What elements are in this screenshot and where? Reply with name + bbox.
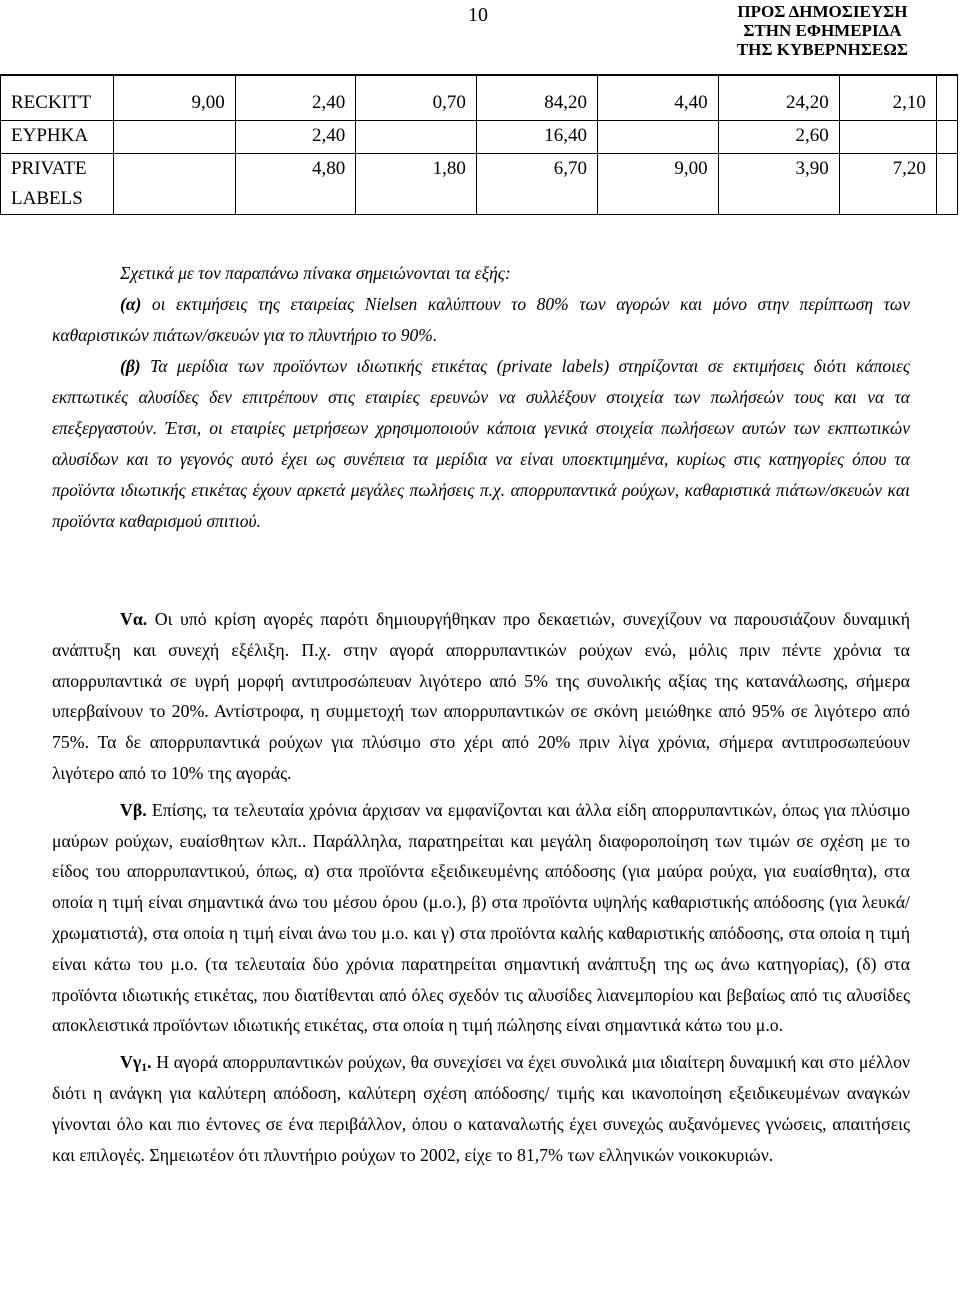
row-label: RECKITT [1,75,114,121]
paragraph-vb [52,795,910,1041]
table-cell: 84,20 [476,75,597,121]
table-cell: 4,80 [235,154,356,215]
note-a-text: οι εκτιμήσεις της εταιρείας Nielsen καλύπτουν το 80% των αγορών και μόνο στην περίπτωση των καθαριστικών πιάτων/σκευών για το πλυντήριο το 90%. [52,294,910,345]
paragraph-va [52,604,910,789]
table-row [1,154,958,215]
note-a [52,289,910,351]
body-text [52,604,910,1170]
row-label: PRIVATE LABELS [1,154,114,215]
note-b-text: Τα μερίδια των προϊόντων ιδιωτικής ετικέτας (private labels) στηρίζονται σε εκτιμήσεις διότι κάποιες εκπτωτικές αλυσίδες δεν επιτρέπουν στις εταιρίες ερευνών να συλλέξουν στοιχεία των πωλήσεών τους και να τα επεξεργαστούν. Έτσι, οι εταιρίες μετρήσεων χρησιμοποιούν κάποια γενικά στοιχεία πωλήσεων αυτών των εκπτωτικών αλυσίδων και το γεγονός αυτό έχει ως συνέπεια τα μερίδια να είναι υποεκτιμημένα, κυρίως στις κατηγορίες όπου τα προϊόντα ιδιωτικής ετικέτας έχουν αρκετά μεγάλες πωλήσεις π.χ. απορρυπαντικά ρούχων, καθαριστικά πιάτων/σκευών και προϊόντα καθαρισμού σπιτιού. [52,356,910,531]
paragraph-vg-marker [120,1052,152,1075]
table-cell: 0,70 [356,75,477,121]
table-cell: 4,40 [598,75,719,121]
table-cell: 2,60 [718,121,839,154]
table-cell [356,121,477,154]
table-cell [936,121,957,154]
paragraph-vg-text: Η αγορά απορρυπαντικών ρούχων, θα συνεχίσει να έχει συνολικά μια ιδιαίτερη δυναμική και στο μέλλον διότι η ανάγκη για καλύτερη απόδοση, καλύτερη σχέση απόδοσης/ τιμής και ικανοποίηση εξειδικευμένων αναγκών γίνονται όλο και πιο έντονες σε ένα περιβάλλον, όπου ο καταναλωτής έχει συνεχώς αυξανόμενες γνώσεις, απαιτήσεις και επιλογές. Σημειωτέον ότι πλυντήριο ρούχων το 2002, είχε το 81,7% των ελληνικών νοικοκυριών. [52,1052,910,1165]
table-cell: 1,80 [356,154,477,215]
table-cell: 24,20 [718,75,839,121]
table-row [1,121,958,154]
table-cell [114,121,236,154]
table-cell: 2,10 [839,75,936,121]
table-cell: 9,00 [598,154,719,215]
publication-header-line: ΣΤΗΝ ΕΦΗΜΕΡΙΔΑ [743,21,902,40]
table-cell: 6,70 [476,154,597,215]
market-share-table [0,74,958,215]
paragraph-vb-text: Επίσης, τα τελευταία χρόνια άρχισαν να εμφανίζονται και άλλα είδη απορρυπαντικών, όπως για πλύσιμο μαύρων ρούχων, ευαίσθητων κλπ.. Παράλληλα, παρατηρείται και μεγάλη διαφοροποίηση των τιμών σε σχέση με το είδος του απορρυπαντικού, όπως, α) στα προϊόντα εξειδικευμένης απόδοσης (για μαύρα ρούχα, για ευαίσθητα), στα οποία η τιμή είναι σημαντικά άνω του μέσου όρου (μ.ο.), β) στα προϊόντα υψηλής καθαριστικής απόδοσης (για λευκά/χρωματιστά), στα οποία η τιμή είναι άνω του μ.ο. και γ) στα προϊόντα καλής καθαριστικής απόδοσης, στα οποία η τιμή είναι κάτω του μ.ο. (τα τελευταία δύο χρόνια παρατηρείται σημαντική ανάπτυξη της ως άνω κατηγορίας), (δ) στα προϊόντα ιδιωτικής ετικέτας, που διατίθενται από όλες σχεδόν τις αλυσίδες λιανεμπορίου και βεβαίως από τις αλυσίδες αποκλειστικά προϊόντων ιδιωτικής ετικέτας, στα οποία η τιμή πώλησης είναι σημαντικά κάτω του μ.ο. [52,799,910,1036]
paragraph-vg-marker-sub: 1 [141,1060,148,1075]
publication-header-line: ΠΡΟΣ ΔΗΜΟΣΙΕΥΣΗ [737,2,908,21]
page-number: 10 [468,4,488,26]
publication-header [737,2,908,59]
notes-intro: Σχετικά με τον παραπάνω πίνακα σημειώνονται τα εξής: [120,263,511,283]
note-a-marker: (α) [120,294,142,314]
paragraph-va-text: Οι υπό κρίση αγορές παρότι δημιουργήθηκαν προ δεκαετιών, συνεχίζουν να παρουσιάζουν δυναμική ανάπτυξη και συνεχή εξέλιξη. Π.χ. στην αγορά απορρυπαντικών ρούχων ενώ, μόλις πριν πέντε χρόνια τα απορρυπαντικά σε υγρή μορφή αντιπροσώπευαν λιγότερο από 5% της συνολικής αξίας της κατανάλωσης, σήμερα υπερβαίνουν το 20%. Αντίστροφα, η συμμετοχή των απορρυπαντικών σε σκόνη μειώθηκε από 95% σε λιγότερο από 75%. Τα δε απορρυπαντικά ρούχων για πλύσιμο στο χέρι από 20% πριν λίγα χρόνια, σήμερα αντιπροσωπεύουν λιγότερο από το 10% της αγοράς. [52,609,910,783]
table-cell [598,121,719,154]
table-cell: 9,00 [114,75,236,121]
paragraph-va-marker: Vα. [120,609,148,629]
note-b [52,351,910,537]
table-cell [839,121,936,154]
table-cell: 2,40 [235,75,356,121]
paragraph-vg [52,1047,910,1170]
table-cell: 7,20 [839,154,936,215]
publication-header-line: ΤΗΣ ΚΥΒΕΡΝΗΣΕΩΣ [736,40,908,59]
paragraph-vg-marker-dot: . [147,1052,152,1073]
table-cell [114,154,236,215]
table-cell [936,154,957,215]
paragraph-vg-marker-main: Vγ [120,1052,142,1073]
table-cell: 3,90 [718,154,839,215]
table-row [1,75,958,121]
row-label: EYPHKA [1,121,114,154]
table-cell: 16,40 [476,121,597,154]
paragraph-vb-marker: Vβ. [120,799,147,820]
table-cell [936,75,957,121]
table-notes [52,258,910,537]
note-b-marker: (β) [120,356,141,376]
table-cell: 2,40 [235,121,356,154]
